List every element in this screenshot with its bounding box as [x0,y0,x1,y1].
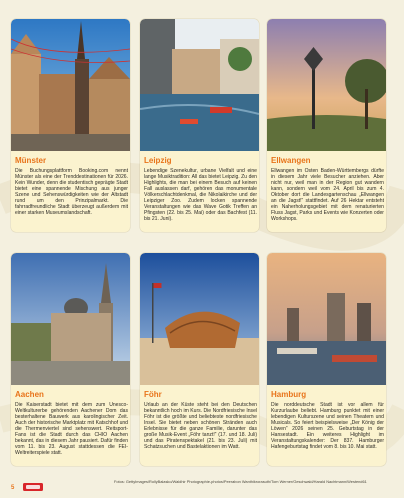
page-number: 5 [11,485,15,491]
card-title: Leipzig [144,156,172,165]
card-text: Die Kaiserstadt bietet mit dem zum Unesco-Weltkulturerbe gehörenden Aachener Dom das besterhaltene Bauwerk aus karolingischer Zeit. Auch der historische Marktplatz mit Katschhof und die Thermenviertel sind sehenswert. Reitsport-Fans ist die Stadt durch das CHIO Aachen bekannt, das in diesem Jahr pausiert. Dafür finden vom 11. bis 23. August stattdessen die FEI-Weltreiterspiele statt. [15,402,128,457]
card-title: Aachen [15,390,44,399]
card-title: Hamburg [271,390,307,399]
muenster-photo [11,19,130,151]
aachen-photo [11,253,130,385]
destination-card-ellwangen [267,19,386,232]
card-text: Die Buchungsplattform Booking.com nennt Münster als eine der Trenddestinationen für 2026. Kein Wunder, denn die studentisch geprägte Stadt bietet eine spannende Mischung aus junger Szene und Sehenswürdigkeiten wie der Altstadt rund um den Prinzipalmarkt. Die fahrradfreundliche Stadt überzeugt außerdem mit einer starken Museumslandschaft. [15,168,128,217]
destination-card-leipzig [140,19,259,232]
card-text: Urlaub an der Küste steht bei den Deutschen bekanntlich hoch im Kurs. Die Nordfriesische Insel Föhr ist die größte und beliebteste nordfriesische Insel. Sie bietet neben schönen Stränden auch Erlebnisse für die ganze Familie, darunter das große Musik-Event „Föhr tanzt!“ (17. und 18. Juli) und das Piratenspektakel (21. bis 23. Juli) mit Schatzsuchen und Bastelaktionen im Watt. [144,402,257,451]
card-title: Föhr [144,390,162,399]
photo-credits: Fotos: GettyImages/RollyBalasko/Waldhir Photographie-photos/Peerabon Wanthikrorasuth/Tom Werner/Geschwald/Harald Nachtmann/Westend61 [114,479,367,484]
card-text: Lebendige Szenekultur, urbane Vielfalt und eine lange Musiktradition: All das bietet Leipzig. Zu den Highlights, die man bei einem Besuch auf keinen Fall auslassen darf, gehören das monumentale Völkerschlachtdenkmal, die Nikolaikirche und der Leipziger Zoo. Zudem locken spannende Veranstaltungen wie das Wave Gotik Treffen an Pfingsten (22. bis 25. Mai) oder das Bachfest (11. bis 21. Juni). [144,168,257,223]
foehr-photo [140,253,259,385]
destination-card-aachen [11,253,130,466]
hamburg-photo [267,253,386,385]
destination-card-muenster [11,19,130,232]
destination-card-foehr [140,253,259,466]
destination-card-hamburg [267,253,386,466]
ellwangen-photo [267,19,386,151]
card-text: Die norddeutsche Stadt ist vor allem für Kurzurlaube beliebt. Hamburg punktet mit einer lebendigen Kulturszene und seinen Theatern und Musicals. So feiert beispielsweise „Der König der Löwen“ 2026 seinen 25. Geburtstag in der Hansestadt. Ein weiteres Highlight im Veranstaltungskalender: Der 837. Hamburger Hafengeburtstag findet vom 8. bis 10. Mai statt. [271,402,384,451]
card-title: Ellwangen [271,156,311,165]
card-title: Münster [15,156,47,165]
leipzig-photo [140,19,259,151]
publisher-logo [23,482,43,492]
card-text: Ellwangen im Osten Baden-Württembergs dürfte in diesem Jahr viele Besucher anziehen. Aber nicht nur, weil man in der Region gut wandern kann, sondern weil vom 24. April bis zum 4. Oktober dort die Landesgartenschau „Ellwangen an die Jagst!“ stattfindet. Auf 26 Hektar entsteht ein Naherholungsgebiet mit dem renaturierten Fluss Jagst, Parks und Events wie Konzerten oder Workshops. [271,168,384,223]
